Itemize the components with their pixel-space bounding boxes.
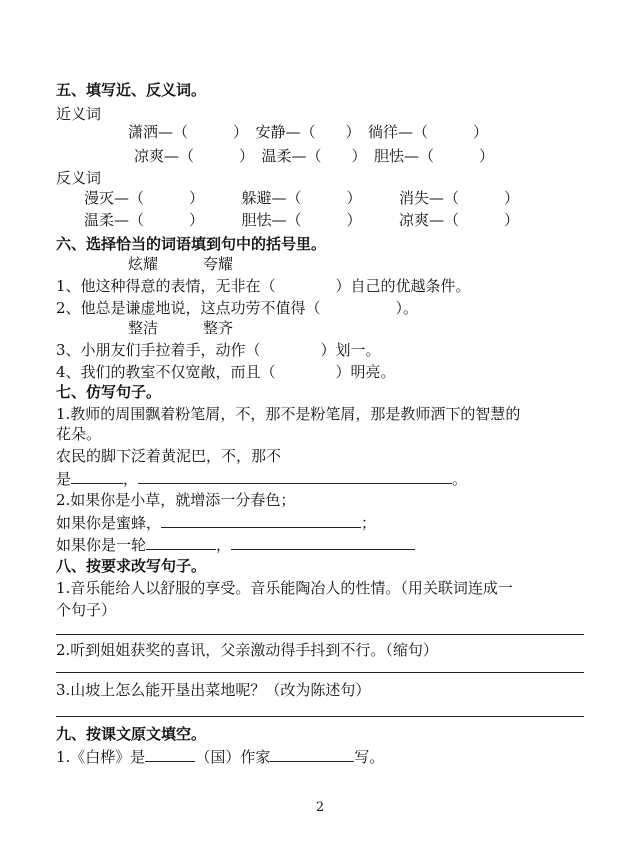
antonym-label: 反义词 [56, 169, 102, 187]
section8-heading: 八、按要求改写句子。 [56, 557, 207, 575]
s6-question-2: 2、他总是谦虚地说，这点功劳不值得（ ）。 [56, 299, 419, 317]
section7-heading: 七、仿写句子。 [56, 383, 162, 401]
s9-q1-part-b: （国）作家 [195, 748, 271, 766]
answer-line[interactable] [56, 634, 584, 635]
s8-question-3: 3.山坡上怎么能开垦出菜地呢？（改为陈述句） [56, 681, 371, 699]
s9-q1-part-c: 写。 [354, 748, 385, 766]
s7-imitation-1-start: 农民的脚下泛着黄泥巴，不，那不 [56, 447, 282, 465]
s7-example-1-line1: 1.教师的周围飘着粉笔屑，不，那不是粉笔屑，那是教师洒下的智慧的 [56, 405, 521, 423]
s9-q1-part-a: 1.《白桦》是 [56, 748, 146, 766]
s9-question-1 [56, 746, 384, 767]
synonym-row-2: 凉爽—（ ） 温柔—（ ） 胆怯—（ ） [134, 147, 495, 165]
s7-bee-end: ； [361, 514, 377, 532]
answer-line[interactable] [56, 672, 584, 673]
s7-imitation-1-fill [56, 468, 467, 489]
antonym-row-2: 温柔—（ ） 胆怯—（ ） 凉爽—（ ） [84, 211, 520, 229]
word-choices-1: 炫耀 夸耀 [128, 255, 234, 273]
answer-blank[interactable] [270, 746, 354, 762]
answer-blank[interactable] [145, 746, 195, 762]
s6-question-1: 1、他这种得意的表情，无非在（ ）自己的优越条件。 [56, 277, 471, 295]
word-choices-2: 整洁 整齐 [128, 319, 234, 337]
synonym-row-1: 潇洒—（ ） 安静—（ ） 徜徉—（ ） [128, 123, 489, 141]
s7-fill-comma: ， [123, 470, 139, 488]
s7-fill-period: 。 [452, 470, 468, 488]
answer-blank[interactable] [138, 468, 452, 484]
s7-example-1-line2: 花朵。 [56, 425, 102, 443]
s8-question-1-line1: 1.音乐能给人以舒服的享受。音乐能陶冶人的性情。（用关联词连成一 [56, 579, 513, 597]
answer-blank[interactable] [231, 534, 415, 550]
s8-question-2: 2.听到姐姐获奖的喜讯，父亲激动得手抖到不行。（缩句） [56, 641, 438, 659]
s6-question-3: 3、小朋友们手拉着手，动作（ ）划一。 [56, 341, 381, 359]
section9-heading: 九、按课文原文填空。 [56, 725, 207, 743]
answer-blank[interactable] [71, 468, 123, 484]
s8-question-1-line2: 个句子） [56, 601, 117, 619]
page-number: 2 [315, 800, 325, 815]
s7-moon-prefix: 如果你是一轮 [56, 536, 147, 554]
synonym-label: 近义词 [56, 105, 102, 123]
s7-moon-mid: ， [216, 536, 232, 554]
s7-imitation-2b [56, 534, 415, 555]
s7-bee-prefix: 如果你是蜜蜂， [56, 514, 162, 532]
s7-imitation-2a [56, 512, 376, 533]
s7-fill-prefix: 是 [56, 470, 72, 488]
antonym-row-1: 漫灭—（ ） 躲避—（ ） 消失—（ ） [84, 189, 520, 207]
answer-blank[interactable] [161, 512, 361, 528]
s7-example-2: 2.如果你是小草，就增添一分春色； [56, 491, 296, 509]
answer-line[interactable] [56, 716, 584, 717]
s6-question-4: 4、我们的教室不仅宽敞，而且（ ）明亮。 [56, 363, 396, 381]
answer-blank[interactable] [146, 534, 216, 550]
section5-heading: 五、填写近、反义词。 [56, 81, 207, 99]
section6-heading: 六、选择恰当的词语填到句中的括号里。 [56, 235, 327, 253]
